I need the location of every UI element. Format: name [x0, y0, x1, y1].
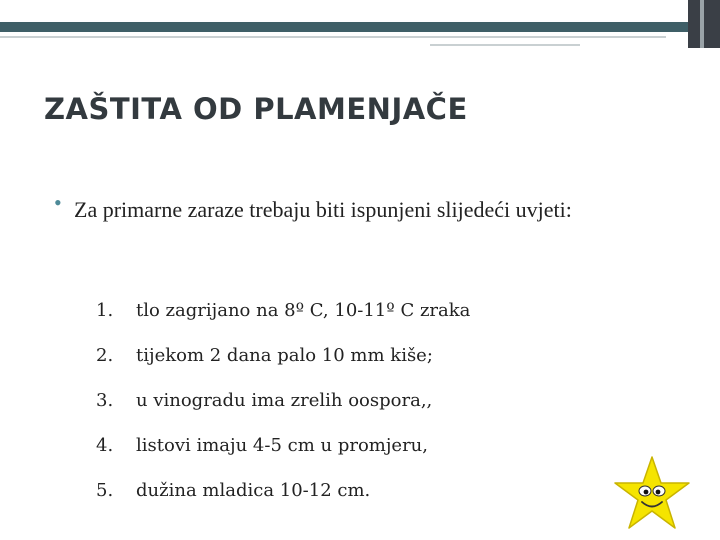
header-corner-block — [688, 0, 720, 48]
bullet-text: Za primarne zaraze trebaju biti ispunjeni slijedeći uvjeti: — [74, 197, 572, 222]
header-corner-line — [700, 0, 704, 48]
list-item — [96, 435, 686, 480]
list-item — [96, 345, 686, 390]
header-band — [0, 0, 720, 22]
list-item-text: tlo zagrijano na 8º C, 10-11º C zraka — [136, 300, 471, 321]
list-item-text: u vinogradu ima zrelih oospora,, — [136, 390, 433, 411]
list-item-text: dužina mladica 10-12 cm. — [136, 480, 371, 501]
list-item — [96, 390, 686, 435]
conditions-list — [96, 300, 686, 525]
list-item — [96, 480, 686, 525]
list-item-number: 2. — [96, 345, 114, 366]
list-item-number: 4. — [96, 435, 114, 456]
list-item-number: 3. — [96, 390, 114, 411]
bullet-marker: • — [54, 190, 62, 215]
header-strip — [0, 22, 700, 32]
list-item-number: 5. — [96, 480, 114, 501]
list-item-text: listovi imaju 4-5 cm u promjeru, — [136, 435, 428, 456]
header-accent-line — [430, 44, 580, 46]
list-item-text: tijekom 2 dana palo 10 mm kiše; — [136, 345, 433, 366]
smiling-star-icon — [612, 455, 692, 531]
list-item — [96, 300, 686, 345]
header-divider-line — [0, 36, 666, 38]
list-item-number: 1. — [96, 300, 114, 321]
slide-title: ZAŠTITA OD PLAMENJAČE — [44, 92, 468, 126]
